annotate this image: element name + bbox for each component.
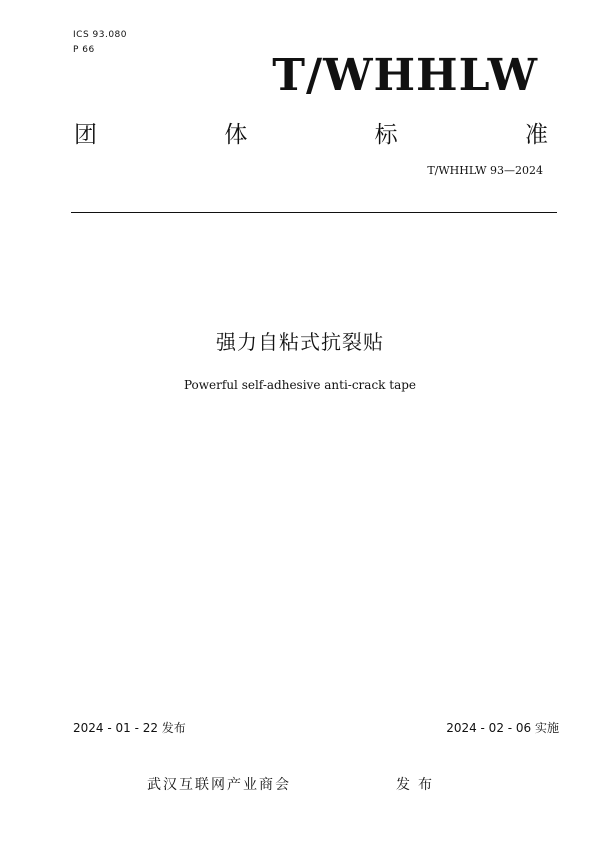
standard-type-char: 团 (74, 122, 97, 148)
organization-code: T/WHHLW (272, 50, 538, 101)
standard-type (74, 116, 548, 149)
implementation-date: 2024 - 02 - 06 实施 (446, 721, 559, 735)
publisher-name: 武汉互联网产业商会 (147, 777, 291, 793)
ccs-code: P 66 (73, 45, 95, 55)
issue-date: 2024 - 01 - 22 发布 (73, 721, 186, 735)
standard-type-char: 体 (224, 122, 248, 148)
title-chinese: 强力自粘式抗裂贴 (216, 330, 384, 354)
standard-number: T/WHHLW 93—2024 (427, 164, 543, 177)
ics-code: ICS 93.080 (73, 30, 128, 40)
title-english: Powerful self-adhesive anti-crack tape (183, 378, 417, 392)
standard-type-char: 准 (524, 122, 548, 148)
standard-type-char: 标 (374, 122, 398, 148)
publish-label: 发布 (396, 777, 440, 793)
header-divider (71, 212, 557, 213)
